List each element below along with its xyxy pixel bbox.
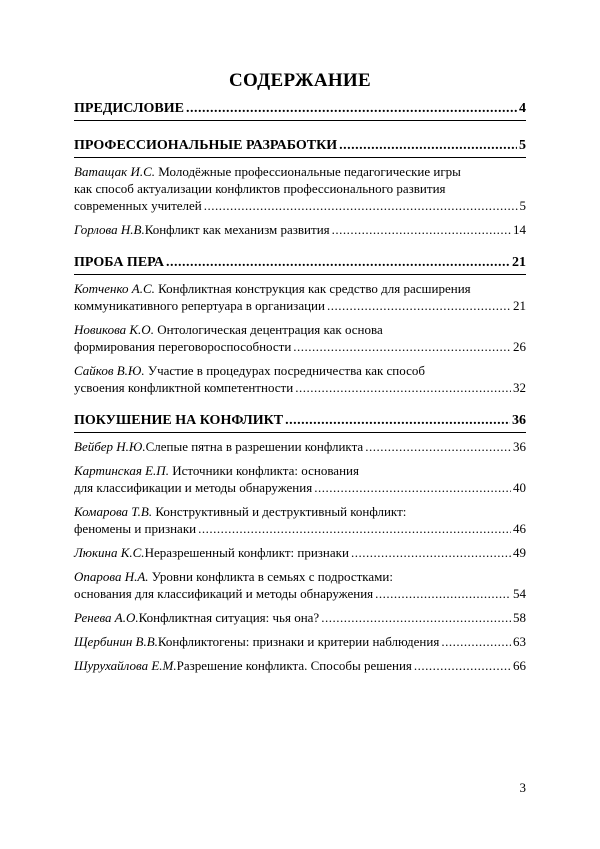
entry-page: 49 xyxy=(513,545,526,560)
entry-line xyxy=(74,585,526,602)
toc-entry xyxy=(74,438,526,455)
section-underline xyxy=(74,120,526,121)
entry-page: 5 xyxy=(519,198,526,213)
entry-title-line: Онтологическая децентрация как основа xyxy=(157,322,383,337)
toc-section xyxy=(74,100,526,121)
leader-dots xyxy=(365,438,511,455)
entry-line xyxy=(74,362,526,379)
section-title: ПРОФЕССИОНАЛЬНЫЕ РАЗРАБОТКИ xyxy=(74,138,338,153)
toc-entry xyxy=(74,221,526,238)
section-heading xyxy=(74,254,526,272)
entry-author: Горлова Н.В. xyxy=(74,222,145,237)
page-number: 3 xyxy=(519,780,526,795)
entry-title-line: Конфликтогены: признаки и критерии наблюдения xyxy=(157,634,440,649)
entry-author: Комарова Т.В. xyxy=(74,504,153,519)
section-underline xyxy=(74,274,526,275)
entry-line xyxy=(74,297,526,314)
toc-entry xyxy=(74,321,526,355)
entry-title-line: Конфликтная ситуация: чья она? xyxy=(138,610,320,625)
entry-title-line: Молодёжные профессиональные педагогические игры xyxy=(158,164,461,179)
leader-dots xyxy=(285,412,510,430)
leader-dots xyxy=(332,221,511,238)
leader-dots xyxy=(375,585,511,602)
section-underline xyxy=(74,432,526,433)
entry-line xyxy=(74,503,526,520)
entry-title-line: современных учителей xyxy=(74,198,202,213)
section-title: ПОКУШЕНИЕ НА КОНФЛИКТ xyxy=(74,413,284,428)
entry-author: Вейбер Н.Ю. xyxy=(74,439,146,454)
section-title: ПРЕДИСЛОВИЕ xyxy=(74,101,184,116)
leader-dots xyxy=(186,100,517,118)
entry-title-line: Конфликт как механизм развития xyxy=(144,222,330,237)
section-heading xyxy=(74,412,526,430)
section-underline xyxy=(74,157,526,158)
entry-page: 26 xyxy=(513,339,526,354)
toc-entry xyxy=(74,280,526,314)
entry-title-line: Разрешение конфликта. Способы решения xyxy=(176,658,412,673)
page-title: СОДЕРЖАНИЕ xyxy=(229,70,371,91)
leader-dots xyxy=(166,254,510,272)
entry-line xyxy=(74,568,526,585)
toc-entry xyxy=(74,633,526,650)
entry-title-line: Неразрешенный конфликт: признаки xyxy=(144,545,349,560)
entry-title-line: Слепые пятна в разрешении конфликта xyxy=(145,439,364,454)
entry-line xyxy=(74,544,526,561)
entry-title-line: формирования переговороспособности xyxy=(74,339,292,354)
toc-entry xyxy=(74,163,526,214)
section-heading xyxy=(74,100,526,118)
entry-page: 66 xyxy=(513,658,526,673)
toc-entry xyxy=(74,568,526,602)
entry-title-line: феномены и признаки xyxy=(74,521,197,536)
toc-entry xyxy=(74,503,526,537)
entry-page: 40 xyxy=(513,480,526,495)
leader-dots xyxy=(314,479,511,496)
entry-line xyxy=(74,221,526,238)
toc-entry xyxy=(74,657,526,674)
entry-author: Шурухайлова Е.М. xyxy=(74,658,177,673)
entry-title-line: для классификации и методы обнаружения xyxy=(74,480,313,495)
leader-dots xyxy=(339,137,517,155)
entry-page: 54 xyxy=(513,586,526,601)
entry-title-line: как способ актуализации конфликтов профессионального развития xyxy=(74,181,446,196)
entry-author: Ренева А.О. xyxy=(74,610,139,625)
entry-title-line: Источники конфликта: основания xyxy=(172,463,359,478)
entry-line xyxy=(74,280,526,297)
entry-title-line: усвоения конфликтной компетентности xyxy=(74,380,294,395)
leader-dots xyxy=(295,379,511,396)
leader-dots xyxy=(321,609,511,626)
entry-author: Новикова К.О. xyxy=(74,322,154,337)
entry-title-line: основания для классификаций и методы обнаружения xyxy=(74,586,374,601)
entry-author: Сайков В.Ю. xyxy=(74,363,145,378)
section-page: 21 xyxy=(512,255,526,270)
entry-line xyxy=(74,338,526,355)
entry-page: 63 xyxy=(513,634,526,649)
toc-section xyxy=(74,254,526,396)
entry-title-line: Уровни конфликта в семьях с подростками: xyxy=(151,569,393,584)
entry-title-line: Конструктивный и деструктивный конфликт: xyxy=(155,504,407,519)
entry-line xyxy=(74,379,526,396)
entry-title-line: Конфликтная конструкция как средство для расширения xyxy=(158,281,471,296)
section-title: ПРОБА ПЕРА xyxy=(74,255,165,270)
toc-section xyxy=(74,137,526,238)
section-page: 5 xyxy=(519,138,526,153)
entry-line xyxy=(74,197,526,214)
entry-author: Картинская Е.П. xyxy=(74,463,169,478)
toc-entry xyxy=(74,462,526,496)
entry-line xyxy=(74,520,526,537)
entry-line xyxy=(74,163,526,180)
section-heading xyxy=(74,137,526,155)
entry-page: 14 xyxy=(513,222,526,237)
leader-dots xyxy=(351,544,511,561)
entry-page: 58 xyxy=(513,610,526,625)
entry-page: 21 xyxy=(513,298,526,313)
entry-page: 36 xyxy=(513,439,526,454)
entry-line xyxy=(74,180,526,197)
section-page: 4 xyxy=(519,101,526,116)
entry-author: Люкина К.С. xyxy=(74,545,145,560)
toc-section xyxy=(74,412,526,674)
entry-author: Ватащак И.С. xyxy=(74,164,156,179)
leader-dots xyxy=(293,338,511,355)
toc-entry xyxy=(74,609,526,626)
entry-line xyxy=(74,462,526,479)
entry-line xyxy=(74,438,526,455)
entry-line xyxy=(74,609,526,626)
entry-title-line: Участие в процедурах посредничества как способ xyxy=(147,363,425,378)
leader-dots xyxy=(327,297,511,314)
entry-line xyxy=(74,657,526,674)
entry-title-line: коммуникативного репертуара в организации xyxy=(74,298,325,313)
toc-entry xyxy=(74,362,526,396)
entry-page: 32 xyxy=(513,380,526,395)
leader-dots xyxy=(414,657,511,674)
entry-line xyxy=(74,633,526,650)
entry-author: Щербинин В.В. xyxy=(74,634,158,649)
table-of-contents xyxy=(74,100,526,674)
entry-line xyxy=(74,479,526,496)
leader-dots xyxy=(204,197,518,214)
leader-dots xyxy=(198,520,511,537)
toc-entry xyxy=(74,544,526,561)
entry-line xyxy=(74,321,526,338)
section-page: 36 xyxy=(512,413,526,428)
entry-author: Опарова Н.А. xyxy=(74,569,149,584)
entry-author: Котченко А.С. xyxy=(74,281,155,296)
entry-page: 46 xyxy=(513,521,526,536)
leader-dots xyxy=(441,633,511,650)
